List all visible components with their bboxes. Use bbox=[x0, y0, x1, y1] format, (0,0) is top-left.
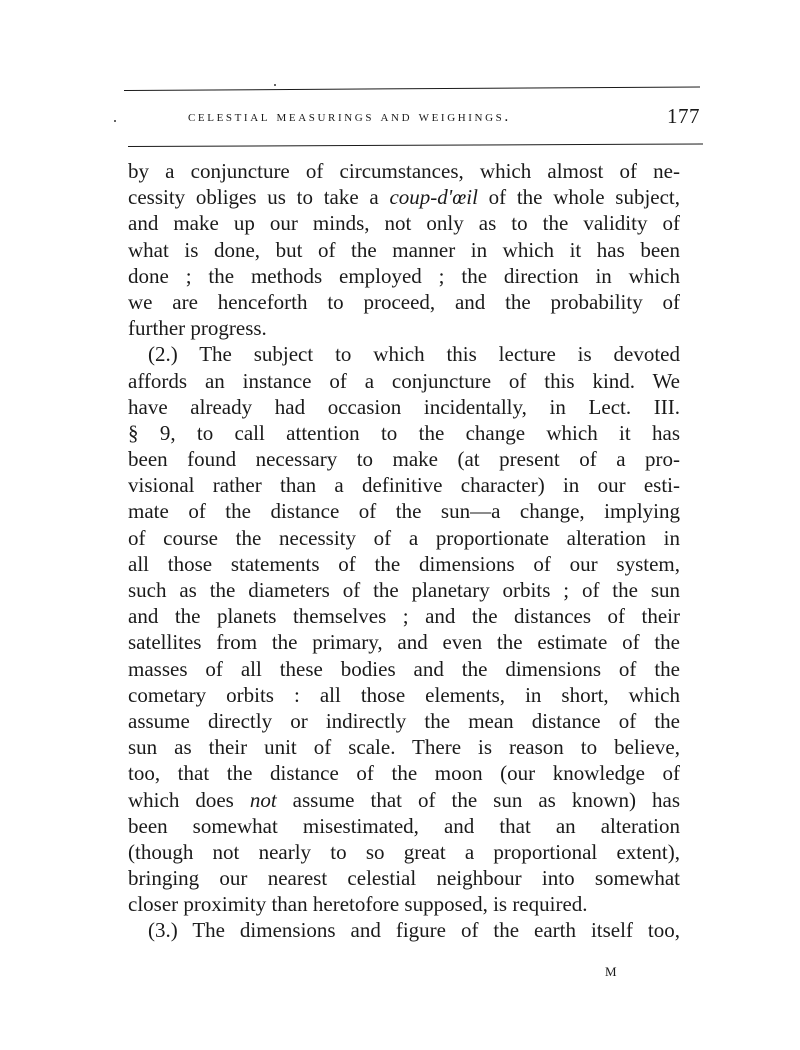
text-line: (though not nearly to so great a proportional extent), bbox=[128, 839, 680, 864]
text-segment: of the whole subject, bbox=[477, 185, 680, 210]
text-line: have already had occasion incidentally, in Lect. III. bbox=[128, 394, 680, 419]
text-line: what is done, but of the manner in which it has been bbox=[128, 237, 680, 262]
signature-mark: M bbox=[605, 964, 618, 979]
text-line: further progress. bbox=[128, 316, 267, 341]
print-speck bbox=[274, 84, 276, 86]
text-line: cometary orbits : all those elements, in short, which bbox=[128, 682, 680, 707]
text-line: affords an instance of a conjuncture of this kind. We bbox=[128, 368, 680, 393]
text-line: satellites from the primary, and even the estimate of the bbox=[128, 630, 680, 655]
text-segment: cessity obliges us to take a bbox=[128, 185, 390, 210]
text-line: visional rather than a definitive character) in our esti- bbox=[128, 473, 680, 498]
text-line: § 9, to call attention to the change which it has bbox=[128, 420, 680, 445]
text-line: such as the diameters of the planetary orbits ; of the sun bbox=[128, 578, 680, 602]
text-line: mate of the distance of the sun—a change, implying bbox=[128, 499, 680, 524]
header-rule-top bbox=[124, 86, 700, 91]
text-line: sun as their unit of scale. There is reason to believe, bbox=[128, 735, 680, 760]
text-line: all those statements of the dimensions of our system, bbox=[128, 551, 680, 576]
text-line: been somewhat misestimated, and that an alteration bbox=[128, 813, 680, 838]
text-line: assume directly or indirectly the mean distance of the bbox=[128, 708, 680, 733]
text-line: of course the necessity of a proportionate alteration in bbox=[128, 525, 680, 550]
print-speck bbox=[114, 120, 116, 122]
text-line: been found necessary to make (at present of a pro- bbox=[128, 447, 680, 472]
text-line: bringing our nearest celestial neighbour into somewhat bbox=[128, 866, 680, 891]
italic-phrase: coup-d'œil bbox=[389, 185, 478, 210]
page-body bbox=[128, 158, 680, 944]
text-line: done ; the methods employed ; the direction in which bbox=[128, 263, 680, 288]
text-line: closer proximity than heretofore supposed, is required. bbox=[128, 892, 588, 917]
paragraph-start-line: (2.) The subject to which this lecture is devoted bbox=[148, 342, 680, 367]
text-line: masses of all these bodies and the dimensions of the bbox=[128, 656, 680, 681]
text-line: and the planets themselves ; and the distances of their bbox=[128, 604, 680, 629]
text-line bbox=[128, 184, 680, 210]
header-rule-bottom bbox=[128, 143, 703, 147]
paragraph-start-line: (3.) The dimensions and figure of the earth itself too, bbox=[148, 918, 680, 943]
text-line: and make up our minds, not only as to the validity of bbox=[128, 211, 680, 236]
italic-word: not bbox=[249, 787, 277, 812]
text-segment: which does bbox=[128, 787, 250, 812]
text-segment: assume that of the sun as known) has bbox=[276, 787, 680, 812]
text-line: too, that the distance of the moon (our knowledge of bbox=[128, 761, 680, 786]
text-line: by a conjuncture of circumstances, which almost of ne- bbox=[128, 159, 680, 183]
text-line bbox=[128, 787, 680, 813]
running-head: celestial measurings and weighings. bbox=[188, 108, 511, 125]
text-line: we are henceforth to proceed, and the probability of bbox=[128, 289, 680, 314]
page-header bbox=[188, 106, 700, 134]
page-number: 177 bbox=[667, 104, 700, 128]
